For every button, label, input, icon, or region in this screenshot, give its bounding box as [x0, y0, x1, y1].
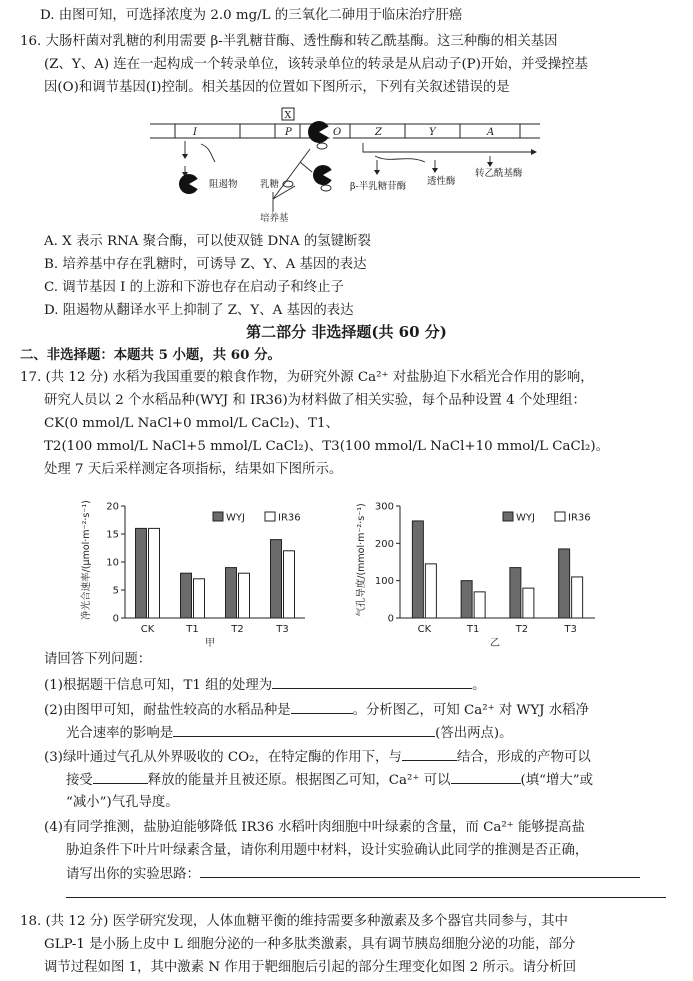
q17-stem-line-5: 处理 7 天后采样测定各项指标，结果如下图所示。: [44, 462, 343, 477]
y-tick-label: 100: [374, 576, 394, 588]
q18-stem-line-1: 18. (共 12 分) 医学研究发现，人体血糖平衡的维持需要多种激素及多个器官共同参与，其中: [20, 914, 568, 929]
q17-sub1: [44, 675, 486, 695]
q17-stem-line-1: 17. (共 12 分) 水稻为我国重要的粮食作物，为研究外源 Ca²⁺ 对盐胁迫下水稻光合作用的影响，: [20, 370, 594, 385]
q16-option-c: C. 调节基因 I 的上游和下游也存在启动子和终止子: [44, 280, 344, 295]
q18-stem-line-2: GLP-1 是小肠上皮中 L 细胞分泌的一种多肽类激素，具有调节胰岛细胞分泌的功能，部分: [44, 937, 576, 952]
q17-sub1-text: (1)根据题干信息可知，T1 组的处理为: [44, 678, 273, 693]
x-tick-label: T2: [515, 624, 529, 635]
x-tick-label: T3: [276, 624, 289, 635]
gene-label-o: O: [333, 127, 342, 138]
q17-sub3-end: “减小”)气孔导度。: [66, 795, 179, 810]
bar-wyj-t3: [559, 549, 570, 618]
q17-sub2-tail: 。分析图乙，可知 Ca²⁺ 对 WYJ 水稻净: [352, 703, 589, 718]
bar-ir36-t1: [474, 592, 485, 618]
q17-sub4-answer-blank-2[interactable]: [66, 884, 666, 898]
y-tick-label: 0: [112, 613, 119, 625]
y-tick-label: 200: [374, 538, 394, 550]
q17-sub2-cont: [66, 723, 513, 743]
chart-jia-caption: 甲: [205, 638, 215, 649]
label-permease: 透性酶: [427, 176, 456, 187]
q16-option-b: B. 培养基中存在乳糖时，可诱导 Z、Y、A 基因的表达: [44, 257, 367, 272]
bar-ir36-ck: [425, 564, 436, 618]
q17-sub2-cont-text: 光合速率的影响是: [66, 726, 174, 741]
bar-ir36-t3: [284, 551, 295, 618]
q17-sub3-cont-tail: (填“增大”或: [520, 773, 593, 788]
label-lactose: 乳糖: [260, 179, 280, 190]
bar-ir36-t1: [194, 579, 205, 618]
bar-wyj-ck: [412, 521, 423, 618]
chart-yi-ylabel: 气孔导度/(mmol·m⁻²·s⁻¹): [356, 503, 367, 617]
q17-prompt: 请回答下列问题：: [44, 652, 152, 667]
q17-sub3-tail: 结合，形成的产物可以: [456, 750, 591, 765]
q17-stem-line-2: 研究人员以 2 个水稻品种(WYJ 和 IR36)为材料做了相关实验，每个品种设置 4 个处理组：: [44, 393, 586, 408]
chart-yi-stomatal-conductance: [350, 480, 620, 650]
x-tick-label: T3: [564, 624, 577, 635]
q15-option-d: D. 由图可知，可选择浓度为 2.0 mg/L 的三氧化二砷用于临床治疗肝癌: [40, 8, 463, 23]
bar-wyj-ck: [136, 528, 147, 618]
x-tick-label: T2: [231, 624, 244, 635]
gene-label-i: I: [193, 127, 197, 138]
x-label: X: [284, 110, 292, 121]
q17-sub3-answer-blank-1[interactable]: [402, 747, 457, 761]
q17-sub1-answer-blank[interactable]: [272, 675, 472, 689]
q17-sub2-cont-tail: (答出两点)。: [435, 726, 513, 741]
chart-jia-net-photosynthesis: [75, 480, 330, 650]
label-repressor: 阻遏物: [209, 179, 238, 190]
q17-sub3-cont-text: 接受: [66, 773, 93, 788]
q17-sub4-line-2: 胁迫条件下叶片叶绿素含量，请你利用题中材料，设计实验确认此同学的推测是否正确，: [66, 843, 589, 858]
q17-sub3-text: (3)绿叶通过气孔从外界吸收的 CO₂，在特定酶的作用下，与: [44, 750, 402, 765]
legend-label-ir36: IR36: [568, 512, 591, 524]
bar-ir36-t2: [523, 588, 534, 618]
q16-option-a: A. X 表示 RNA 聚合酶，可以使双链 DNA 的氢键断裂: [44, 234, 371, 249]
q17-sub2-answer-blank-1[interactable]: [291, 700, 353, 714]
q17-sub3-answer-blank-3[interactable]: [451, 770, 521, 784]
legend-label-wyj: WYJ: [516, 512, 535, 524]
q17-sub4-line-1: (4)有同学推测，盐胁迫能够降低 IR36 水稻叶肉细胞中叶绿素的含量，而 Ca²⁺ 能够提高盐: [44, 820, 585, 835]
bar-ir36-t2: [239, 573, 250, 618]
part2-instructions: 二、非选择题：本题共 5 小题，共 60 分。: [20, 347, 281, 363]
q17-sub4-text: 请写出你的实验思路：: [66, 867, 200, 882]
q17-sub3-answer-blank-2[interactable]: [93, 770, 148, 784]
q17-sub3: [44, 747, 591, 767]
y-tick-label: 300: [374, 501, 394, 513]
chart-jia-ylabel: 净光合速率/(μmol·m⁻²·s⁻¹): [81, 500, 92, 620]
bar-wyj-t3: [271, 540, 282, 618]
y-tick-label: 0: [387, 613, 394, 625]
q17-sub2-text: (2)由图甲可知，耐盐性较高的水稻品种是: [44, 703, 291, 718]
x-tick-label: T1: [466, 624, 480, 635]
lac-operon-diagram: [145, 104, 545, 230]
bar-ir36-t3: [572, 577, 583, 618]
bar-wyj-t2: [510, 568, 521, 618]
q17-sub4-line-4: [66, 884, 666, 904]
q18-stem-line-3: 调节过程如图 1，其中激素 N 作用于靶细胞后引起的部分生理变化如图 2 所示。请分析回: [44, 960, 577, 975]
q16-stem-line-3: 因(O)和调节基因(I)控制。相关基因的位置如下图所示，下列有关叙述错误的是: [44, 80, 510, 95]
gene-label-y: Y: [429, 127, 436, 138]
q17-stem-line-3: CK(0 mmol/L NaCl+0 mmol/L CaCl₂)、T1、: [44, 416, 339, 431]
q17-sub4-answer-blank-1[interactable]: [200, 864, 640, 878]
bar-wyj-t1: [461, 581, 472, 618]
legend-swatch-ir36: [555, 512, 565, 521]
q17-sub3-cont-mid: 释放的能量并且被还原。根据图乙可知，Ca²⁺ 可以: [147, 773, 451, 788]
legend-swatch-wyj: [213, 512, 223, 521]
q16-option-d: D. 阻遏物从翻译水平上抑制了 Z、Y、A 基因的表达: [44, 303, 354, 318]
q17-stem-line-4: T2(100 mmol/L NaCl+5 mmol/L CaCl₂)、T3(100 mmol/L NaCl+10 mmol/L CaCl₂)。: [44, 439, 610, 454]
repressor-lactose-complex-icon: [313, 165, 335, 191]
repressor-icon: [179, 174, 201, 194]
y-tick-label: 15: [106, 529, 119, 541]
x-tick-label: CK: [417, 624, 432, 635]
q17-sub1-tail: 。: [472, 678, 486, 693]
x-tick-label: T1: [186, 624, 199, 635]
part2-title: 第二部分 非选择题(共 60 分): [246, 323, 447, 341]
y-tick-label: 10: [106, 557, 119, 569]
legend-label-wyj: WYJ: [226, 512, 245, 524]
chart-yi-caption: 乙: [490, 638, 500, 649]
q16-stem-line-2: (Z、Y、A) 连在一起构成一个转录单位，该转录单位的转录是从启动子(P)开始，并受操控基: [44, 57, 589, 72]
bar-wyj-t1: [181, 573, 192, 618]
gene-label-z: Z: [375, 127, 382, 138]
gene-label-a: A: [487, 127, 495, 138]
y-tick-label: 20: [106, 501, 119, 513]
legend-swatch-wyj: [503, 512, 513, 521]
x-tick-label: CK: [140, 624, 155, 635]
legend-label-ir36: IR36: [278, 512, 301, 524]
gene-label-p: P: [285, 127, 292, 138]
legend-swatch-ir36: [265, 512, 275, 521]
label-beta-gal: β-半乳糖苷酶: [350, 181, 407, 192]
q17-sub2-answer-blank-2[interactable]: [173, 723, 435, 737]
y-tick-label: 5: [112, 585, 119, 597]
q17-sub4-line-3: [66, 864, 640, 884]
label-transacetylase: 转乙酰基酶: [475, 168, 523, 179]
q16-stem-line-1: 16. 大肠杆菌对乳糖的利用需要 β-半乳糖苷酶、透性酶和转乙酰基酶。这三种酶的相关基因: [20, 34, 558, 49]
label-medium: 培养基: [260, 213, 289, 224]
bar-ir36-ck: [149, 528, 160, 618]
q17-sub2: [44, 700, 589, 720]
bar-wyj-t2: [226, 568, 237, 618]
q17-sub3-cont: [66, 770, 593, 790]
